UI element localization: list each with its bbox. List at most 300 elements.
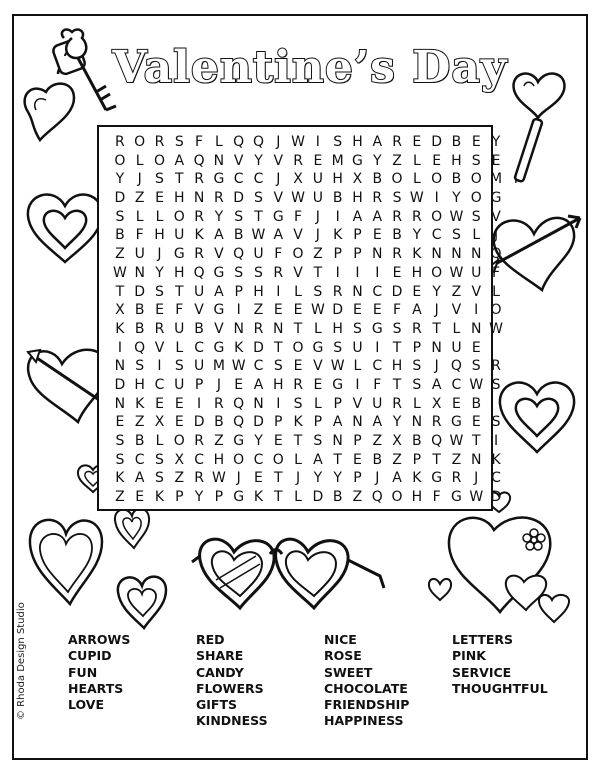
grid-letter: N: [471, 246, 482, 263]
grid-letter: W: [330, 358, 345, 375]
grid-letter: V: [471, 283, 482, 300]
grid-letter: Y: [372, 152, 382, 169]
grid-row: [110, 451, 526, 470]
grid-letter: V: [273, 190, 284, 207]
grid-letter: P: [194, 376, 204, 393]
grid-letter: X: [431, 395, 442, 412]
grid-letter: F: [492, 264, 501, 281]
word-list-column-4: [452, 632, 548, 697]
word-item: HEARTS: [68, 680, 124, 696]
grid-letter: A: [372, 208, 383, 225]
grid-letter: U: [193, 358, 205, 375]
grid-letter: S: [491, 414, 501, 431]
grid-letter: K: [412, 470, 422, 487]
grid-letter: I: [315, 134, 320, 150]
grid-letter: J: [434, 358, 439, 375]
grid-letter: E: [452, 395, 461, 412]
grid-letter: L: [412, 171, 421, 188]
grid-letter: O: [490, 302, 502, 319]
grid-letter: L: [294, 283, 302, 300]
grid-letter: N: [213, 152, 225, 169]
grid-letter: Z: [392, 451, 402, 468]
grid-letter: N: [114, 395, 126, 412]
grid-letter: E: [412, 283, 422, 300]
grid-letter: T: [273, 489, 283, 506]
grid-letter: W: [449, 264, 464, 281]
grid-letter: B: [451, 134, 462, 150]
grid-letter: P: [313, 414, 323, 431]
grid-letter: U: [193, 283, 205, 300]
grid-letter: R: [194, 171, 204, 188]
grid-letter: C: [233, 171, 244, 188]
grid-letter: L: [472, 227, 481, 244]
word-item: LOVE: [68, 697, 105, 713]
grid-letter: G: [233, 433, 245, 449]
grid-letter: V: [194, 302, 204, 319]
word-list-column-1: [68, 632, 130, 713]
page-title: Valentine’s Day: [112, 42, 508, 93]
grid-letter: E: [412, 134, 422, 150]
grid-letter: D: [490, 489, 502, 506]
grid-letter: S: [155, 171, 164, 188]
grid-row: [110, 133, 526, 152]
grid-letter: S: [392, 320, 402, 337]
grid-letter: U: [134, 246, 145, 263]
grid-letter: A: [392, 470, 402, 487]
grid-letter: W: [112, 264, 127, 281]
grid-letter: S: [155, 451, 164, 468]
grid-letter: Z: [451, 283, 462, 300]
grid-letter: Q: [233, 395, 245, 412]
grid-letter: V: [491, 208, 501, 225]
grid-letter: R: [194, 208, 204, 225]
grid-letter: L: [313, 395, 322, 412]
grid-letter: E: [155, 395, 164, 412]
grid-letter: L: [155, 433, 164, 449]
grid-letter: S: [254, 190, 263, 207]
grid-letter: A: [372, 134, 383, 150]
grid-letter: V: [451, 302, 462, 319]
grid-letter: D: [312, 489, 324, 506]
grid-letter: Q: [193, 152, 205, 169]
grid-letter: E: [313, 376, 323, 393]
grid-letter: N: [411, 414, 423, 431]
grid-letter: G: [213, 264, 225, 281]
grid-letter: P: [333, 246, 342, 263]
grid-letter: S: [234, 208, 244, 225]
grid-letter: R: [154, 320, 165, 337]
grid-letter: V: [273, 152, 284, 169]
grid-letter: S: [115, 433, 125, 449]
grid-letter: N: [193, 190, 205, 207]
grid-letter: O: [292, 246, 304, 263]
grid-letter: T: [175, 171, 184, 188]
grid-letter: Y: [194, 489, 204, 506]
grid-letter: S: [293, 395, 303, 412]
grid-letter: V: [214, 246, 224, 263]
grid-letter: J: [296, 470, 301, 487]
grid-letter: O: [173, 208, 185, 225]
grid-letter: E: [115, 414, 125, 431]
grid-letter: W: [409, 190, 424, 207]
grid-letter: B: [233, 227, 244, 244]
grid-letter: D: [114, 190, 126, 207]
grid-letter: G: [312, 339, 324, 356]
grid-letter: S: [392, 190, 402, 207]
grid-letter: C: [451, 376, 462, 393]
grid-letter: H: [352, 134, 363, 150]
grid-letter: R: [392, 134, 402, 150]
grid-letter: S: [491, 376, 501, 393]
grid-letter: T: [293, 433, 303, 449]
grid-letter: F: [274, 246, 283, 263]
word-item: GIFTS: [196, 697, 237, 713]
word-item: FRIENDSHIP: [324, 697, 410, 713]
grid-letter: I: [375, 339, 380, 356]
grid-letter: A: [372, 414, 383, 431]
grid-letter: E: [392, 264, 402, 281]
grid-letter: T: [293, 320, 303, 337]
grid-letter: L: [412, 152, 421, 169]
grid-letter: X: [115, 302, 125, 319]
grid-letter: R: [451, 470, 462, 487]
grid-letter: B: [451, 171, 462, 188]
grid-letter: T: [432, 320, 441, 337]
grid-letter: I: [493, 433, 499, 449]
grid-letter: V: [214, 320, 224, 337]
grid-letter: T: [273, 339, 283, 356]
grid-letter: J: [157, 246, 162, 263]
grid-letter: Z: [392, 152, 402, 169]
grid-letter: I: [474, 302, 479, 319]
grid-letter: C: [194, 339, 204, 356]
grid-letter: L: [492, 283, 500, 300]
grid-letter: O: [233, 451, 245, 468]
grid-letter: H: [213, 451, 225, 468]
grid-letter: Z: [253, 302, 264, 319]
grid-letter: S: [313, 433, 323, 449]
grid-letter: Y: [452, 190, 461, 207]
grid-letter: V: [352, 395, 363, 412]
grid-letter: R: [411, 208, 422, 225]
heart-glasses-icon: [190, 532, 396, 620]
grid-letter: I: [276, 395, 281, 412]
word-item: KINDNESS: [196, 713, 268, 729]
grid-letter: T: [392, 339, 402, 356]
grid-letter: B: [134, 302, 145, 319]
grid-letter: U: [471, 264, 482, 281]
grid-letter: Q: [233, 414, 245, 431]
grid-letter: T: [471, 433, 481, 449]
grid-letter: O: [272, 451, 284, 468]
grid-letter: L: [452, 320, 461, 337]
grid-letter: C: [253, 171, 264, 188]
grid-letter: O: [470, 190, 482, 207]
grid-letter: Z: [372, 433, 383, 449]
grid-letter: B: [214, 414, 224, 431]
grid-letter: S: [155, 470, 164, 487]
grid-letter: F: [195, 134, 204, 150]
grid-letter: P: [353, 433, 362, 449]
grid-letter: E: [471, 414, 481, 431]
grid-letter: C: [491, 470, 501, 487]
grid-letter: D: [233, 190, 245, 207]
grid-letter: M: [331, 152, 344, 169]
grid-letter: G: [431, 470, 443, 487]
word-item: CUPID: [68, 648, 112, 664]
grid-letter: I: [375, 264, 380, 281]
grid-letter: I: [197, 395, 202, 412]
grid-row: [110, 432, 526, 451]
word-item: HAPPINESS: [324, 713, 404, 729]
grid-letter: S: [452, 227, 461, 244]
copyright-text: © Rhoda Design Studio: [16, 602, 27, 720]
grid-letter: S: [234, 264, 244, 281]
grid-letter: S: [273, 358, 283, 375]
grid-letters: [110, 133, 526, 507]
grid-letter: P: [214, 489, 224, 506]
grid-letter: E: [155, 302, 164, 319]
grid-letter: C: [253, 451, 264, 468]
grid-letter: T: [175, 283, 184, 300]
grid-letter: C: [194, 451, 204, 468]
grid-letter: J: [474, 470, 479, 487]
grid-letter: H: [174, 190, 185, 207]
grid-letter: G: [213, 302, 225, 319]
grid-letter: Y: [115, 171, 125, 188]
word-item: SERVICE: [452, 664, 512, 680]
grid-letter: L: [214, 134, 223, 150]
grid-row: [110, 469, 526, 488]
grid-letter: U: [352, 339, 363, 356]
grid-letter: E: [135, 489, 145, 506]
grid-letter: I: [434, 190, 439, 207]
grid-letter: A: [134, 470, 145, 487]
grid-letter: H: [391, 358, 403, 375]
word-item: SWEET: [324, 664, 373, 680]
grid-letter: Q: [252, 134, 264, 150]
grid-letter: O: [134, 134, 146, 150]
grid-letter: H: [332, 320, 343, 337]
grid-letter: S: [254, 264, 263, 281]
word-list-column-2: [196, 632, 268, 730]
grid-letter: N: [471, 451, 482, 468]
grid-letter: A: [273, 227, 284, 244]
grid-letter: R: [293, 376, 303, 393]
grid-letter: Z: [313, 246, 323, 263]
grid-letter: E: [432, 152, 442, 169]
heart-icon: [24, 186, 106, 266]
grid-letter: Z: [174, 470, 185, 487]
grid-letter: E: [234, 376, 244, 393]
grid-letter: I: [157, 358, 162, 375]
grid-letter: D: [253, 339, 264, 356]
grid-letter: N: [233, 320, 244, 337]
grid-row: [110, 339, 526, 358]
word-item: CANDY: [196, 664, 244, 680]
grid-letter: L: [135, 208, 144, 225]
grid-letter: W: [211, 470, 226, 487]
grid-letter: J: [216, 376, 221, 393]
grid-letter: E: [491, 152, 501, 169]
grid-letter: G: [451, 414, 462, 431]
grid-letter: X: [352, 171, 363, 188]
heart-icon: [114, 570, 170, 630]
grid-letter: I: [355, 264, 360, 281]
grid-letter: R: [372, 190, 383, 207]
grid-letter: L: [294, 451, 302, 468]
grid-letter: Z: [214, 433, 224, 449]
grid-letter: E: [313, 152, 323, 169]
grid-row: [110, 395, 526, 414]
grid-letter: G: [233, 489, 245, 506]
grid-letter: U: [451, 339, 462, 356]
grid-letter: R: [253, 320, 264, 337]
grid-letter: A: [412, 302, 422, 319]
grid-letter: Y: [392, 414, 402, 431]
grid-letter: R: [194, 246, 204, 263]
grid-letter: Y: [432, 283, 441, 300]
word-item: ARROWS: [68, 632, 131, 647]
grid-letter: F: [373, 376, 382, 393]
grid-letter: U: [312, 190, 323, 207]
grid-letter: K: [115, 470, 125, 487]
grid-letter: R: [293, 152, 303, 169]
grid-letter: V: [233, 152, 244, 169]
grid-letter: D: [332, 302, 344, 319]
grid-letter: N: [451, 246, 462, 263]
grid-letter: Z: [134, 190, 145, 207]
grid-letter: N: [471, 320, 482, 337]
grid-row: [110, 376, 526, 395]
grid-letter: E: [353, 451, 362, 468]
grid-letter: P: [412, 339, 422, 356]
grid-letter: W: [231, 358, 246, 375]
grid-letter: R: [214, 395, 224, 412]
grid-letter: K: [293, 414, 303, 431]
grid-letter: P: [353, 246, 362, 263]
grid-letter: M: [212, 358, 225, 375]
grid-letter: G: [490, 190, 502, 207]
grid-letter: H: [332, 171, 343, 188]
grid-letter: O: [470, 171, 482, 188]
grid-letter: H: [451, 152, 462, 169]
grid-letter: B: [392, 227, 402, 244]
grid-letter: Q: [193, 264, 205, 281]
grid-letter: Y: [333, 470, 342, 487]
grid-letter: Q: [431, 433, 443, 449]
grid-letter: G: [332, 376, 344, 393]
grid-letter: L: [155, 208, 164, 225]
grid-letter: B: [194, 320, 204, 337]
grid-letter: E: [471, 134, 481, 150]
word-item: SHARE: [196, 648, 244, 664]
grid-letter: N: [431, 246, 442, 263]
grid-row: [110, 170, 526, 189]
grid-row: [110, 357, 526, 376]
grid-letter: T: [313, 264, 323, 281]
grid-letter: P: [274, 414, 283, 431]
grid-letter: N: [332, 433, 343, 449]
grid-letter: A: [332, 414, 343, 431]
word-item: THOUGHTFUL: [452, 680, 548, 696]
grid-letter: I: [335, 208, 340, 225]
grid-letter: J: [315, 208, 320, 225]
grid-letter: D: [253, 414, 264, 431]
grid-letter: E: [353, 302, 362, 319]
grid-letter: B: [332, 190, 343, 207]
grid-letter: K: [154, 489, 165, 506]
grid-letter: N: [114, 358, 126, 375]
word-item: CHOCOLATE: [324, 680, 408, 696]
grid-letter: O: [173, 433, 185, 449]
grid-letter: N: [352, 414, 363, 431]
heart-icon: [428, 512, 586, 630]
grid-letter: W: [469, 376, 484, 393]
grid-letter: K: [135, 395, 145, 412]
grid-letter: P: [412, 451, 422, 468]
grid-letter: F: [294, 208, 303, 225]
grid-letter: W: [489, 320, 503, 337]
grid-letter: H: [253, 283, 264, 300]
grid-letter: Z: [115, 489, 125, 506]
grid-letter: S: [313, 283, 323, 300]
grid-letter: R: [154, 134, 165, 150]
grid-letter: R: [115, 134, 125, 150]
grid-letter: Z: [352, 489, 363, 506]
grid-letter: S: [174, 358, 184, 375]
grid-letter: D: [391, 283, 403, 300]
grid-letter: H: [154, 227, 165, 244]
grid-row: [110, 152, 526, 171]
grid-letter: J: [137, 171, 142, 188]
grid-letter: C: [253, 358, 264, 375]
grid-letter: Q: [371, 489, 383, 506]
grid-letter: R: [431, 414, 442, 431]
grid-letter: G: [173, 246, 185, 263]
grid-letter: I: [513, 171, 518, 188]
grid-letter: I: [355, 376, 360, 393]
grid-letter: B: [332, 489, 343, 506]
grid-letter: U: [253, 246, 264, 263]
grid-letter: E: [174, 395, 184, 412]
grid-letter: R: [194, 470, 204, 487]
grid-letter: Q: [233, 246, 245, 263]
grid-letter: J: [276, 134, 281, 150]
grid-letter: B: [372, 171, 383, 188]
grid-letter: I: [236, 302, 241, 319]
grid-letter: V: [313, 358, 323, 375]
grid-row: [110, 208, 526, 227]
grid-letter: Q: [490, 246, 502, 263]
grid-letter: W: [469, 489, 484, 506]
grid-letter: Q: [450, 358, 462, 375]
grid-letter: B: [372, 451, 383, 468]
grid-letter: V: [293, 264, 303, 281]
grid-letter: S: [412, 358, 422, 375]
grid-letter: O: [114, 152, 126, 169]
grid-letter: P: [175, 489, 184, 506]
grid-letter: R: [194, 433, 204, 449]
grid-letter: T: [273, 470, 283, 487]
grid-letter: U: [174, 320, 185, 337]
grid-letter: D: [431, 134, 443, 150]
grid-letter: F: [393, 302, 402, 319]
grid-letter: O: [153, 152, 165, 169]
grid-letter: W: [310, 302, 325, 319]
grid-row: [110, 413, 526, 432]
key-icon: [60, 28, 130, 128]
